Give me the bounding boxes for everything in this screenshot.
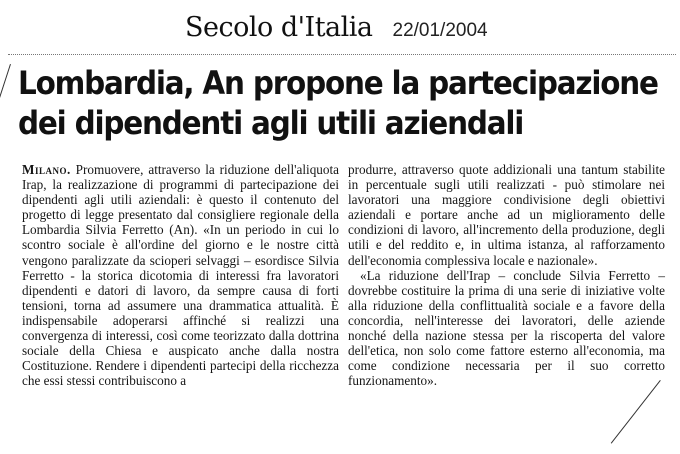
article-column-left [22,162,339,388]
dateline: Milano. [22,162,71,177]
headline-line-1: Lombardia, An propone la partecipazione [18,64,658,102]
newspaper-name: Secolo d'Italia [185,12,373,43]
article-paragraph [22,162,339,388]
article-column-right [348,162,665,388]
article-paragraph: «La riduzione dell'Irap – conclude Silvia Ferretto – dovrebbe costituire la prima di una serie di iniziative volte alla riduzione della conflittualità sociale e a favore della concordia, nell'interesse dei lavoratori, delle aziende nonché della nazione stessa per la riscoperta del valore dell'etica, non solo come fattore esterno all'economia, ma come condizione necessaria per il suo corretto funzionamento». [348,267,665,389]
clipping-edge-mark-right [611,380,661,444]
article-paragraph: produrre, attraverso quote addizionali una tantum stabilite in percentuale sugli utili realizzati - può stimolare nei lavoratori una maggiore condivisione degli obiettivi aziendali e portare anche ad un miglioramento delle condizioni di lavoro, all'incremento della produzione, degli utili e del reddito e, in ultima istanza, al rafforzamento dell'economia complessiva locale e nazionale». [348,162,665,268]
publication-date: 22/01/2004 [392,20,488,41]
header-divider [8,54,676,56]
clipping-edge-mark-left [0,64,11,167]
masthead [185,12,525,52]
headline-line-2: dei dipendenti agli utili aziendali [18,104,524,142]
article-text-left: Promuovere, attraverso la riduzione dell'aliquota Irap, la realizzazione di programmi di partecipazione dei dipendenti agli utili aziendali: è questo il contenuto del progetto di legge presentato dal consigliere regionale della Lombardia Silvia Ferretto (An). «In un periodo in cui lo scontro sociale è all'ordine del giorno e le nostre città vengono paralizzate da scioperi selvaggi – esordisce Silvia Ferretto - la storica dicotomia di interessi fra lavoratori dipendenti e datori di lavoro, da sempre causa di forti tensioni, torna ad assumere una drammatica attualità. È indispensabile adoperarsi affinché si realizzi una convergenza di interessi, così come teorizzato dalla dottrina sociale della Chiesa e auspicato anche dalla nostra Costituzione. Rendere i dipendenti partecipi della ricchezza che essi stessi contribuiscono a [22,162,340,389]
article-headline [18,63,658,143]
